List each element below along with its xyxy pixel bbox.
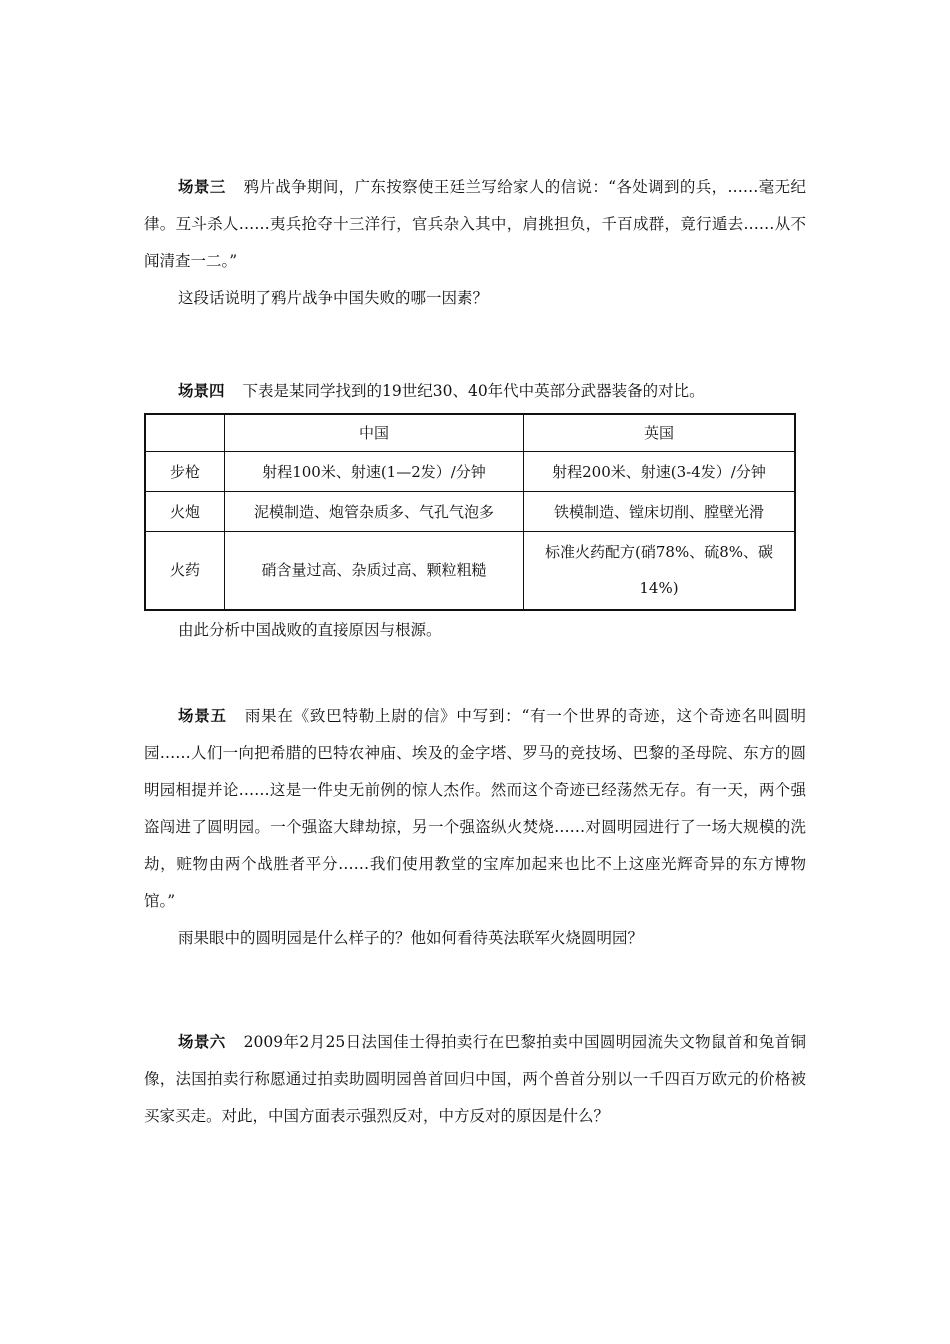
scene-six <box>144 1023 806 1135</box>
scene-six-text: 2009年2月25日法国佳士得拍卖行在巴黎拍卖中国圆明园流失文物鼠首和兔首铜像，法国拍卖行称愿通过拍卖助圆明园兽首回归中国，两个兽首分别以一千四百万欧元的价格被买家买走。对此，中国方面表示强烈反对，中方反对的原因是什么？ <box>144 1033 806 1125</box>
scene-three-label: 场景三 <box>178 177 226 196</box>
table-header-cell: 英国 <box>524 414 796 452</box>
table-cell: 标准火药配方(硝78%、硫8%、碳14%) <box>524 532 796 610</box>
scene-five-label: 场景五 <box>178 706 227 725</box>
scene-five-paragraph <box>144 697 806 920</box>
scene-four-followup <box>144 612 806 649</box>
table-cell: 火药 <box>145 532 225 610</box>
scene-four-paragraph <box>144 372 806 410</box>
table-cell: 铁模制造、镗床切削、膛壁光滑 <box>524 492 796 532</box>
table-cell: 射程100米、射速(1—2发）/分钟 <box>225 452 524 492</box>
table-header-cell <box>145 414 225 452</box>
table-cell: 硝含量过高、杂质过高、颗粒粗糙 <box>225 532 524 610</box>
scene-six-paragraph <box>144 1023 806 1135</box>
scene-four-label: 场景四 <box>178 381 225 400</box>
table-header-row <box>145 414 795 452</box>
table-header-cell: 中国 <box>225 414 524 452</box>
table-row <box>145 452 795 492</box>
scene-three-question: 这段话说明了鸦片战争中国失败的哪一因素？ <box>178 289 489 307</box>
scene-six-label: 场景六 <box>178 1032 226 1051</box>
table-cell: 火炮 <box>145 492 225 532</box>
scene-five <box>144 697 806 957</box>
scene-four <box>144 372 806 410</box>
scene-four-question: 由此分析中国战败的直接原因与根源。 <box>178 621 442 639</box>
scene-three <box>144 168 806 317</box>
scene-three-text: 鸦片战争期间，广东按察使王廷兰写给家人的信说：“各处调到的兵，……毫无纪律。互斗杀人……夷兵抢夺十三洋行，官兵杂入其中，肩挑担负，千百成群，竟行遁去……从不闻清查一二。” <box>144 178 806 270</box>
weapons-comparison-table <box>144 413 796 611</box>
scene-five-question: 雨果眼中的圆明园是什么样子的？他如何看待英法联军火烧圆明园？ <box>178 929 644 947</box>
table-row <box>145 532 795 610</box>
scene-three-paragraph <box>144 168 806 280</box>
table-cell: 步枪 <box>145 452 225 492</box>
table-row <box>145 492 795 532</box>
scene-five-text: 雨果在《致巴特勒上尉的信》中写到：“有一个世界的奇迹，这个奇迹名叫圆明园……人们一向把希腊的巴特农神庙、埃及的金字塔、罗马的竞技场、巴黎的圣母院、东方的圆明园相提并论……这是一件史无前例的惊人杰作。然而这个奇迹已经荡然无存。有一天，两个强盗闯进了圆明园。一个强盗大肆劫掠，另一个强盗纵火焚烧……对圆明园进行了一场大规模的洗劫，赃物由两个战胜者平分……我们使用教堂的宝库加起来也比不上这座光辉奇异的东方博物馆。” <box>144 707 806 910</box>
table-cell: 泥模制造、炮管杂质多、气孔气泡多 <box>225 492 524 532</box>
table-cell: 射程200米、射速(3-4发）/分钟 <box>524 452 796 492</box>
scene-four-text: 下表是某同学找到的19世纪30、40年代中英部分武器装备的对比。 <box>242 382 705 400</box>
